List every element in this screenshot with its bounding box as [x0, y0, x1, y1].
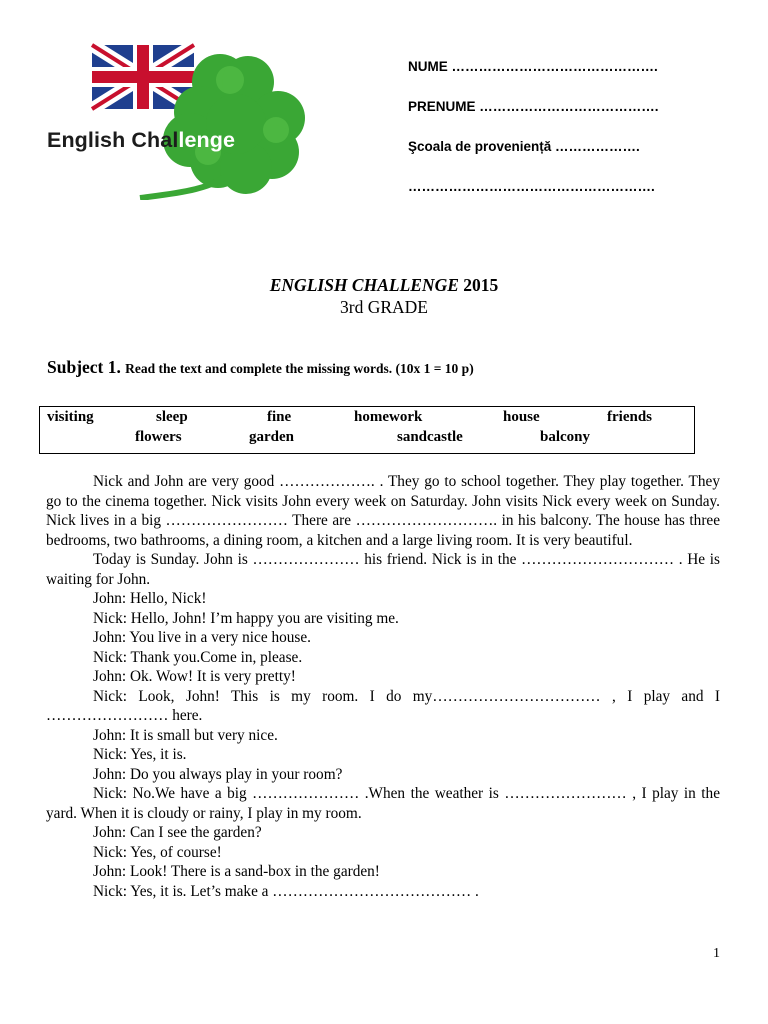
- dialogue-line: John: Look! There is a sand-box in the garden!: [93, 863, 380, 880]
- subject-instruction: Read the text and complete the missing words. (10x 1 = 10 p): [125, 361, 474, 376]
- dialogue-line: Nick: Yes, it is.: [93, 746, 187, 763]
- dialogue-line: John: Do you always play in your room?: [93, 765, 343, 783]
- word-bank-item: homework: [354, 409, 423, 425]
- title-italic: ENGLISH CHALLENGE: [269, 275, 459, 295]
- scoala-extra-field[interactable]: ……………………………………………….: [408, 179, 655, 194]
- title-year: 2015: [463, 275, 499, 295]
- nume-field[interactable]: NUME ……………………………………….: [408, 59, 658, 74]
- scoala-field[interactable]: Şcoala de proveniență ……………….: [408, 139, 640, 154]
- word-bank: [39, 406, 695, 454]
- story-paragraph: Today is Sunday. John is ………………… his friend. Nick is in the ………………………… . He is waiting for John.: [46, 551, 720, 588]
- dialogue-line: Nick: Hello, John! I’m happy you are visiting me.: [93, 609, 399, 627]
- dialogue-line: John: Hello, Nick!: [93, 590, 207, 607]
- subject-heading: [47, 357, 474, 378]
- word-bank-item: sleep: [156, 409, 188, 425]
- student-info-form: [408, 56, 708, 216]
- dialogue-line: John: It is small but very nice.: [93, 726, 278, 744]
- logo-text: [47, 128, 235, 153]
- logo-text-light: lenge: [178, 128, 236, 152]
- dialogue-line: John: You live in a very nice house.: [93, 629, 311, 646]
- dialogue-line: Nick: Yes, it is. Let’s make a ………………………………… .: [93, 882, 479, 900]
- logo-text-dark: English Chal: [47, 128, 179, 152]
- story-paragraph: Nick and John are very good ………………. . They go to school together. They play together. They go to the cinema together. Nick visits John every week on Saturday. John visits Nick every week on Sunday. Nick lives in a big …………………… There are ………………………. in his balcony. The house has three bedrooms, two bathrooms, a dining room, a kitchen and a large living room. It is very beautiful.: [46, 473, 720, 549]
- dialogue-line: Nick: No.We have a big ………………… .When the weather is …………………… , I play in the yard. When it is cloudy or rainy, I play in my room.: [46, 785, 720, 822]
- story-text: [46, 472, 720, 901]
- grade-label: 3rd GRADE: [340, 297, 428, 317]
- page-title: [0, 274, 768, 296]
- word-bank-item: sandcastle: [397, 429, 463, 445]
- prenume-field[interactable]: PRENUME ………………………………….: [408, 99, 659, 114]
- subject-label: Subject 1.: [47, 357, 121, 377]
- shamrock-flag-icon: [40, 42, 310, 200]
- dialogue-line: John: Can I see the garden?: [93, 824, 262, 841]
- logo: [40, 42, 310, 200]
- dialogue-line: Nick: Yes, of course!: [93, 843, 222, 861]
- word-bank-item: friends: [607, 409, 652, 425]
- dialogue-line: John: Ok. Wow! It is very pretty!: [93, 668, 296, 685]
- word-bank-item: house: [503, 409, 540, 425]
- word-bank-item: fine: [267, 409, 292, 425]
- word-bank-item: visiting: [47, 409, 94, 425]
- word-bank-item: garden: [249, 429, 294, 445]
- page-number: 1: [713, 946, 720, 961]
- dialogue-line: Nick: Look, John! This is my room. I do my…………………………… , I play and I …………………… here.: [46, 687, 720, 724]
- word-bank-item: flowers: [135, 429, 182, 445]
- word-bank-item: balcony: [540, 429, 591, 445]
- dialogue-line: Nick: Thank you.Come in, please.: [93, 648, 303, 666]
